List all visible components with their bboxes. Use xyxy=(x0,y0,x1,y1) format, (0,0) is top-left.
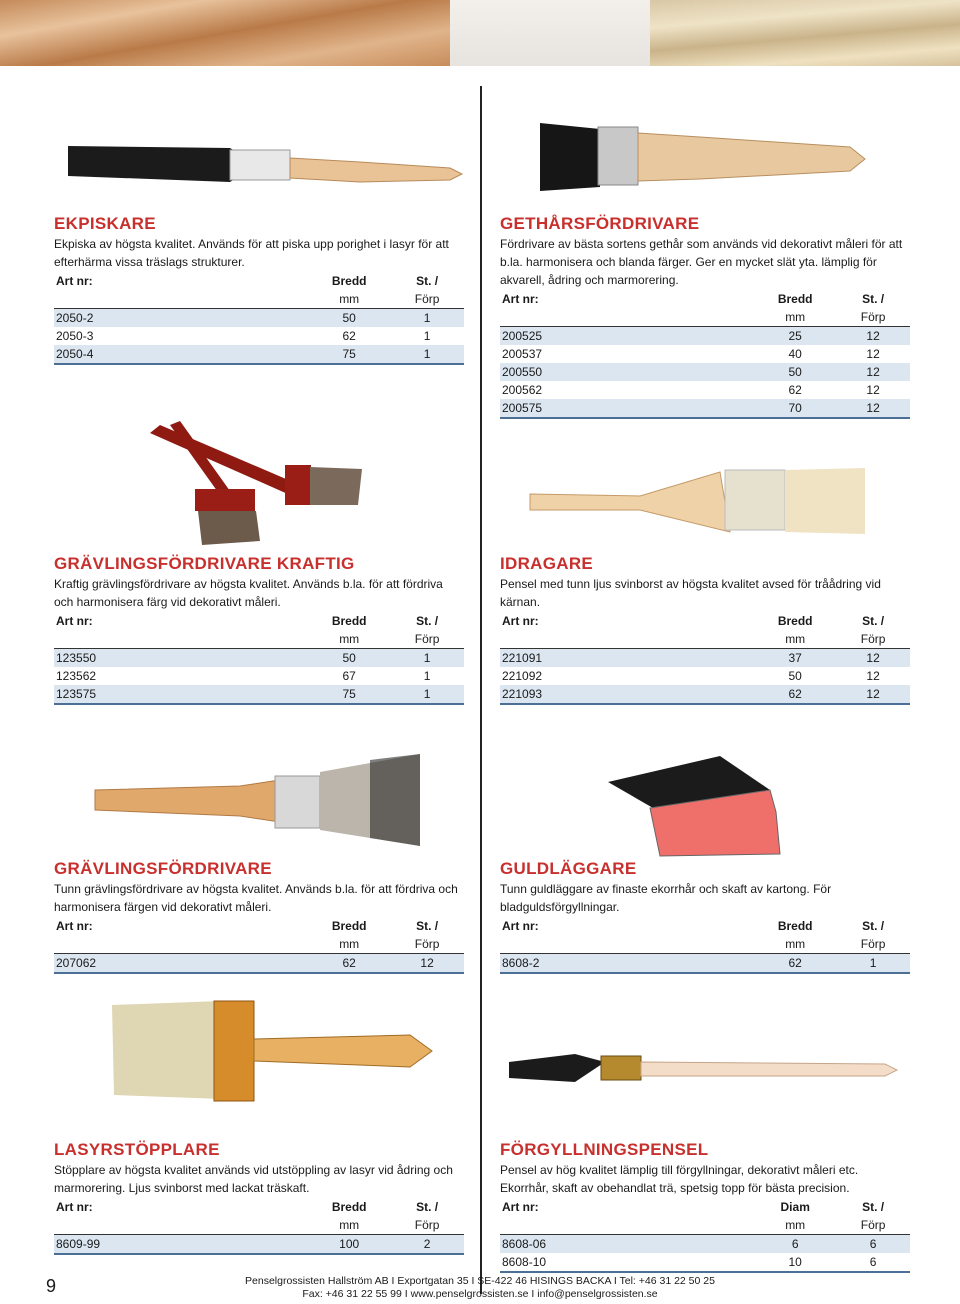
table-row xyxy=(500,399,910,418)
qty-header: St. / xyxy=(416,614,439,628)
qty-cell: 6 xyxy=(836,1235,910,1254)
size-cell: 50 xyxy=(308,649,390,668)
size-cell: 62 xyxy=(342,329,356,343)
size-cell: 62 xyxy=(308,954,390,974)
size-cell: 50 xyxy=(754,363,836,381)
art-nr-cell: 8608-10 xyxy=(500,1253,754,1272)
table-row xyxy=(500,685,910,704)
table-row xyxy=(54,685,464,704)
size-unit-header: mm xyxy=(308,290,390,309)
qty-cell: 12 xyxy=(836,327,910,346)
qty-unit-header: Förp xyxy=(836,1216,910,1235)
size-cell: 75 xyxy=(308,685,390,704)
table-row xyxy=(500,954,910,974)
size-unit-header: mm xyxy=(754,630,836,649)
blank-cell xyxy=(500,630,754,649)
art-nr-cell: 200575 xyxy=(500,399,754,418)
size-header: Bredd xyxy=(331,614,367,628)
qty-header: St. / xyxy=(862,1200,885,1214)
qty-cell: 1 xyxy=(390,345,464,364)
product-block-forgyllningspensel xyxy=(500,1139,910,1273)
art-nr-cell: 8608-06 xyxy=(500,1235,754,1254)
table-header-row xyxy=(500,290,910,308)
size-cell: 62 xyxy=(754,685,836,704)
art-nr-cell: 200550 xyxy=(500,363,754,381)
art-nr-header: Art nr: xyxy=(56,274,93,288)
size-cell: 70 xyxy=(754,399,836,418)
size-cell: 62 xyxy=(754,954,836,974)
table-row xyxy=(54,345,464,364)
qty-cell: 12 xyxy=(866,669,880,683)
qty-header: St. / xyxy=(862,614,885,628)
product-description: Stöpplare av högsta kvalitet används vid utstöppling av lasyr vid ådring och marmorering. Ljus svinborst med lackat träskaft. xyxy=(54,1163,453,1195)
art-nr-cell: 123550 xyxy=(54,649,308,668)
product-block-gethars xyxy=(500,213,910,419)
art-nr-header: Art nr: xyxy=(56,1200,93,1214)
qty-cell: 1 xyxy=(836,954,910,974)
wood-texture-left xyxy=(0,0,450,66)
table-row xyxy=(500,667,910,685)
header-banner xyxy=(0,0,960,66)
art-nr-cell: 8608-2 xyxy=(500,954,754,974)
qty-cell: 1 xyxy=(390,649,464,668)
forgyllningspensel-brush-image xyxy=(505,1040,905,1100)
size-cell: 67 xyxy=(342,669,356,683)
qty-cell: 2 xyxy=(390,1235,464,1255)
table-header-row xyxy=(500,630,910,649)
guldlaggare-brush-image xyxy=(600,752,790,862)
size-cell: 40 xyxy=(788,347,802,361)
size-unit-header: mm xyxy=(308,1216,390,1235)
size-header: Bredd xyxy=(331,274,367,288)
size-unit-header: mm xyxy=(754,935,836,954)
table-row xyxy=(500,649,910,668)
art-nr-cell: 221093 xyxy=(500,685,754,704)
table-header-row xyxy=(54,272,464,290)
table-header-row xyxy=(500,308,910,327)
table-row xyxy=(54,954,464,974)
art-nr-header: Art nr: xyxy=(56,614,93,628)
art-nr-cell: 200525 xyxy=(500,327,754,346)
art-nr-cell: 200537 xyxy=(502,347,543,361)
art-nr-header: Art nr: xyxy=(56,919,93,933)
product-title: GULDLÄGGARE xyxy=(500,859,637,878)
qty-header: St. / xyxy=(862,919,885,933)
product-block-idragare xyxy=(500,553,910,705)
qty-cell: 1 xyxy=(390,685,464,704)
blank-cell xyxy=(54,1216,308,1235)
product-block-gravlings-kraftig xyxy=(54,553,464,705)
table-header-row xyxy=(54,630,464,649)
size-unit-header: mm xyxy=(754,1216,836,1235)
table-header-row xyxy=(54,1198,464,1216)
table-row xyxy=(500,345,910,363)
qty-cell: 6 xyxy=(836,1253,910,1272)
qty-cell: 12 xyxy=(836,399,910,418)
blank-cell xyxy=(54,935,308,954)
table-row xyxy=(54,649,464,668)
size-cell: 50 xyxy=(308,309,390,328)
table-header-row xyxy=(500,917,910,935)
page-number: 9 xyxy=(46,1276,57,1296)
qty-unit-header: Förp xyxy=(390,290,464,309)
footer-contact: Fax: +46 31 22 55 99 I www.penselgrossisten.se I info@penselgrossisten.se xyxy=(302,1288,658,1300)
product-block-lasyrstopplare xyxy=(54,1139,464,1255)
product-title: FÖRGYLLNINGSPENSEL xyxy=(500,1140,709,1159)
size-header: Bredd xyxy=(331,1200,367,1214)
product-title: GETHÅRSFÖRDRIVARE xyxy=(500,214,700,233)
page-footer xyxy=(200,1275,760,1301)
art-nr-header: Art nr: xyxy=(502,919,539,933)
table-header-row xyxy=(500,935,910,954)
qty-unit-header: Förp xyxy=(390,935,464,954)
qty-unit-header: Förp xyxy=(836,630,910,649)
qty-header: St. / xyxy=(416,919,439,933)
qty-cell: 12 xyxy=(836,363,910,381)
table-header-row xyxy=(54,935,464,954)
gethars-brush-image xyxy=(540,115,870,195)
art-nr-cell: 2050-4 xyxy=(54,345,308,364)
size-cell: 25 xyxy=(754,327,836,346)
qty-unit-header: Förp xyxy=(390,630,464,649)
gravlings-kraftig-brush-image xyxy=(140,415,370,550)
blank-cell xyxy=(54,630,308,649)
product-description: Pensel med tunn ljus svinborst av högsta kvalitet avsed för tråådring vid kärnan. xyxy=(500,577,881,609)
table-row xyxy=(54,309,464,328)
table-header-row xyxy=(500,1216,910,1235)
wood-texture-right xyxy=(650,0,960,66)
size-cell: 6 xyxy=(754,1235,836,1254)
size-cell: 62 xyxy=(788,383,802,397)
product-description: Fördrivare av bästa sortens gethår som används vid dekorativt måleri för att b.la. harmonisera och blanda färger. Ger en mycket slät yta. lämplig för akvarell, ådring och marmorering. xyxy=(500,237,903,287)
art-nr-cell: 8609-99 xyxy=(54,1235,308,1255)
table-row xyxy=(500,327,910,346)
product-description: Tunn guldläggare av finaste ekorrhår och skaft av kartong. För bladguldsförgyllningar. xyxy=(500,882,832,914)
size-cell: 37 xyxy=(754,649,836,668)
size-cell: 75 xyxy=(308,345,390,364)
qty-unit-header: Förp xyxy=(836,935,910,954)
product-title: LASYRSTÖPPLARE xyxy=(54,1140,220,1159)
size-unit-header: mm xyxy=(754,308,836,327)
blank-cell xyxy=(500,308,754,327)
size-unit-header: mm xyxy=(308,630,390,649)
product-block-gravlings xyxy=(54,858,464,974)
art-nr-cell: 123562 xyxy=(56,669,97,683)
table-header-row xyxy=(54,917,464,935)
qty-header: St. / xyxy=(416,274,439,288)
size-header: Bredd xyxy=(331,919,367,933)
lasyrstopplare-brush-image xyxy=(110,995,440,1110)
product-block-ekpiskare xyxy=(54,213,464,365)
art-nr-cell: 2050-2 xyxy=(54,309,308,328)
product-description: Kraftig grävlingsfördrivare av högsta kvalitet. Används b.la. för att fördriva och harmonisera färg vid dekorativt måleri. xyxy=(54,577,443,609)
footer-address: Penselgrossisten Hallström AB I Exportgatan 35 I SE-422 46 HISINGS BACKA I Tel: +46 31 22 50 25 xyxy=(245,1275,715,1287)
size-header: Bredd xyxy=(777,614,813,628)
product-title: GRÄVLINGSFÖRDRIVARE KRAFTIG xyxy=(54,554,355,573)
table-header-row xyxy=(54,1216,464,1235)
size-header: Bredd xyxy=(777,292,813,306)
qty-header: St. / xyxy=(416,1200,439,1214)
column-divider xyxy=(480,86,482,1294)
table-row xyxy=(54,327,464,345)
product-title: GRÄVLINGSFÖRDRIVARE xyxy=(54,859,272,878)
qty-cell: 12 xyxy=(836,649,910,668)
spec-table xyxy=(500,290,910,419)
spec-table xyxy=(500,612,910,705)
table-header-row xyxy=(54,612,464,630)
size-cell: 100 xyxy=(308,1235,390,1255)
table-row xyxy=(54,1235,464,1255)
spec-table xyxy=(500,1198,910,1273)
qty-cell: 12 xyxy=(866,383,880,397)
art-nr-header: Art nr: xyxy=(502,614,539,628)
spec-table xyxy=(54,917,464,974)
table-row xyxy=(500,1253,910,1272)
table-header-row xyxy=(500,612,910,630)
qty-cell: 12 xyxy=(390,954,464,974)
spec-table xyxy=(54,272,464,365)
ekpiskare-brush-image xyxy=(60,130,470,200)
art-nr-cell: 2050-3 xyxy=(56,329,94,343)
product-description: Ekpiska av högsta kvalitet. Används för att piska upp porighet i lasyr för att efterhärma vissa träslags strukturer. xyxy=(54,237,449,269)
size-header: Diam xyxy=(780,1200,810,1214)
art-nr-cell: 207062 xyxy=(54,954,308,974)
product-description: Tunn grävlingsfördrivare av högsta kvalitet. Används b.la. för att fördriva och harmonisera färgen vid dekorativt måleri. xyxy=(54,882,458,914)
size-header: Bredd xyxy=(777,919,813,933)
art-nr-cell: 221092 xyxy=(502,669,543,683)
art-nr-cell: 200562 xyxy=(502,383,543,397)
product-title: IDRAGARE xyxy=(500,554,594,573)
qty-unit-header: Förp xyxy=(836,308,910,327)
blank-cell xyxy=(500,1216,754,1235)
blank-cell xyxy=(500,935,754,954)
blank-cell xyxy=(54,290,308,309)
art-nr-cell: 123575 xyxy=(54,685,308,704)
art-nr-cell: 221091 xyxy=(500,649,754,668)
qty-header: St. / xyxy=(862,292,885,306)
spec-table xyxy=(500,917,910,974)
table-row xyxy=(54,667,464,685)
qty-cell: 1 xyxy=(390,309,464,328)
product-title: EKPISKARE xyxy=(54,214,156,233)
spec-table xyxy=(54,612,464,705)
table-header-row xyxy=(54,290,464,309)
gravlings-brush-image xyxy=(90,750,430,850)
spec-table xyxy=(54,1198,464,1255)
size-cell: 50 xyxy=(788,669,802,683)
qty-cell: 1 xyxy=(423,669,431,683)
table-row xyxy=(500,381,910,399)
size-unit-header: mm xyxy=(308,935,390,954)
qty-cell: 12 xyxy=(866,347,880,361)
qty-cell: 12 xyxy=(836,685,910,704)
product-description: Pensel av hög kvalitet lämplig till förgyllningar, dekorativt måleri etc. Ekorrhår, skaft av obehandlat trä, spetsig topp för bästa precision. xyxy=(500,1163,859,1195)
product-block-guldlaggare xyxy=(500,858,910,974)
stamp-area xyxy=(450,0,650,66)
table-row xyxy=(500,1235,910,1254)
size-cell: 10 xyxy=(754,1253,836,1272)
idragare-brush-image xyxy=(520,462,870,540)
qty-unit-header: Förp xyxy=(390,1216,464,1235)
art-nr-header: Art nr: xyxy=(502,1200,539,1214)
art-nr-header: Art nr: xyxy=(502,292,539,306)
table-row xyxy=(500,363,910,381)
qty-cell: 1 xyxy=(423,329,431,343)
table-header-row xyxy=(500,1198,910,1216)
